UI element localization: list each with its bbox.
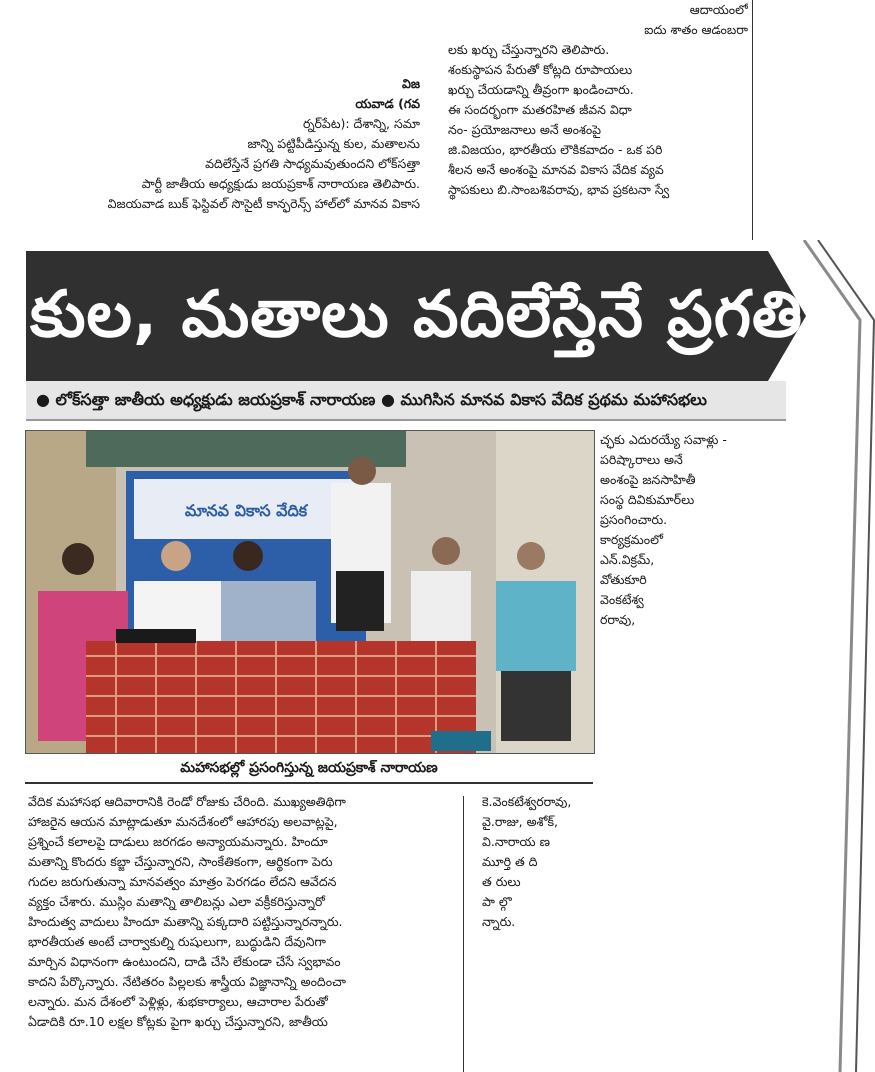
text-line: త రులు bbox=[482, 874, 521, 889]
text-line: వ్యక్తం చేశారు. ముస్లిం మతాన్ని తాలిబన్లు ఎలా వక్రీకరిస్తున్నారో bbox=[28, 894, 325, 909]
text-line: ఈ సందర్భంగా మతరహిత జీవన విధా bbox=[448, 102, 632, 117]
text-line: జాన్ని పట్టిపీడిస్తున్న కుల, మతాలను bbox=[247, 136, 420, 151]
text-line: శంకుస్థాపన పేరుతో కోట్లది రూపాయలు bbox=[448, 62, 633, 77]
bottom-left-column bbox=[28, 792, 448, 1032]
text-line: ర్నర్‌పేట): దేశాన్ని, సమా bbox=[303, 116, 420, 131]
text-line: వదిలేస్తేనే ప్రగతి సాధ్యమవుతుందని లోక్‌సత్తా bbox=[205, 156, 420, 171]
photo-banner-text: మానవ వికాస వేదిక bbox=[184, 501, 308, 520]
page-edge-chevron bbox=[800, 240, 875, 1072]
text-line: భారతీయత అంటే చార్వాకుల్ని రుషులుగా, బుద్ధుడిని దేవునిగా bbox=[28, 934, 326, 949]
text-line: కె.వెంకటేశ్వరరావు, bbox=[482, 794, 572, 809]
text-line: ఖర్చు చేయడాన్ని తీవ్రంగా ఖండించారు. bbox=[448, 82, 634, 97]
event-photo bbox=[25, 430, 595, 754]
column-divider bbox=[752, 0, 753, 240]
text-line: చ్ఛకు ఎదురయ్యే సవాళ్లు - bbox=[600, 432, 727, 447]
text-line: ప్రశ్నించే కలాలపై దాడులు జరగడం అన్యాయమన్నారు. హిందూ bbox=[28, 834, 328, 849]
text-line: విజయవాడ బుక్ ఫెస్టివల్ సొసైటీ కాన్ఫరెన్స్ హాల్‌లో మానవ వికాస bbox=[107, 196, 420, 211]
text-line: పరిష్కారాలు అనే bbox=[600, 452, 683, 467]
text-line: శీలన అనే అంశంపై మానవ వికాస వేదిక వ్యవ bbox=[448, 162, 664, 177]
text-line: వి.నారాయ ణ bbox=[482, 834, 550, 849]
text-line: మార్చిన విధానంగా ఉంటుందని, దాడి చేసి లేకుండా చేసే స్వభావం bbox=[28, 954, 341, 969]
column-divider bbox=[463, 796, 464, 1072]
text-line: హాజరైన ఆయన మాట్లాడుతూ మనదేశంలో ఆహారపు అలవాట్లపై, bbox=[28, 814, 338, 829]
text-line: వేదిక మహాసభ ఆదివారానికి రెండో రోజుకు చేరింది. ముఖ్యఅతిథిగా bbox=[28, 794, 346, 809]
text-line: కార్యక్రమంలో bbox=[600, 532, 663, 547]
text-line: మతాన్ని కొందరు కబ్జా చేస్తున్నారని, సాంకేతికంగా, ఆర్థికంగా పెరు bbox=[28, 854, 333, 869]
text-line: వెంకటేశ్వ bbox=[600, 592, 644, 607]
text-line: హిందుత్వ వాదులు హిందూ మతాన్ని పక్కదారి పట్టిస్తున్నారన్నారు. bbox=[28, 914, 343, 929]
text-line: మూర్తి త ది bbox=[482, 854, 538, 869]
text-line: నం- ప్రయోజనాలు అనే అంశంపై bbox=[448, 122, 602, 137]
dateline: యవాడ (గవ bbox=[355, 96, 420, 111]
text-line: జి.విజయం, భారతీయ లౌకికవాదం - ఒక పరి bbox=[448, 142, 663, 157]
text-line: ఆదాయంలో bbox=[689, 2, 748, 17]
text-line: అంశంపై జనసాహితీ bbox=[600, 472, 696, 487]
text-line: కాదని పేర్కొన్నారు. నేటితరం పిల్లలకు శాస్త్రీయ విజ్ఞానాన్ని అందించా bbox=[28, 974, 346, 989]
top-right-column bbox=[448, 0, 748, 200]
text-line: ఏడాదికి రూ.10 లక్షల కోట్లకు పైగా ఖర్చు చేస్తున్నారని, జాతీయ bbox=[28, 1014, 328, 1029]
dateline: విజ bbox=[401, 76, 420, 91]
text-line: గుదల జరుగుతున్నా మానవత్వం మాత్రం పెరగడం లేదని ఆవేదన bbox=[28, 874, 337, 889]
text-line: సంస్థ దివికుమార్‌లు bbox=[600, 492, 695, 507]
bottom-right-column bbox=[482, 792, 592, 932]
subheadline: ● లోక్‌సత్తా జాతీయ అధ్యక్షుడు జయప్రకాశ్ నారాయణ ● ముగిసిన మానవ వికాస వేదిక ప్రథమ మహాసభలు bbox=[36, 390, 707, 409]
text-line: పార్టీ జాతీయ అధ్యక్షుడు జయప్రకాశ్ నారాయణ తెలిపారు. bbox=[141, 176, 420, 191]
text-line: ఐదు శాతం ఆడంబరా bbox=[644, 22, 748, 37]
text-line: వై.రాజు, అశోక్, bbox=[482, 814, 558, 829]
text-line: లన్నారు. మన దేశంలో పెళ్లిళ్లు, శుభకార్యాలు, ఆచారాల పేరుతో bbox=[28, 994, 328, 1009]
text-line: లకు ఖర్చు చేస్తున్నారని తెలిపారు. bbox=[448, 42, 610, 57]
middle-right-column bbox=[600, 430, 780, 630]
text-line: రరావు, bbox=[600, 612, 636, 627]
text-line: న్నారు. bbox=[482, 914, 516, 929]
text-line: ఎన్.విక్రమ్, bbox=[600, 552, 655, 567]
headline: కుల, మతాలు వదిలేస్తేనే ప్రగతి bbox=[30, 278, 804, 352]
top-left-column bbox=[0, 74, 420, 214]
text-line: ప్రసంగించారు. bbox=[600, 512, 668, 527]
text-line: వోతుకూరి bbox=[600, 572, 647, 587]
text-line: స్థాపకులు బి.సాంబశివరావు, భావ ప్రకటనా స్వే bbox=[448, 182, 670, 197]
photo-caption: మహాసభల్లో ప్రసంగిస్తున్న జయప్రకాశ్ నారాయణ bbox=[25, 756, 593, 784]
text-line: పా ల్గొ bbox=[482, 894, 512, 909]
